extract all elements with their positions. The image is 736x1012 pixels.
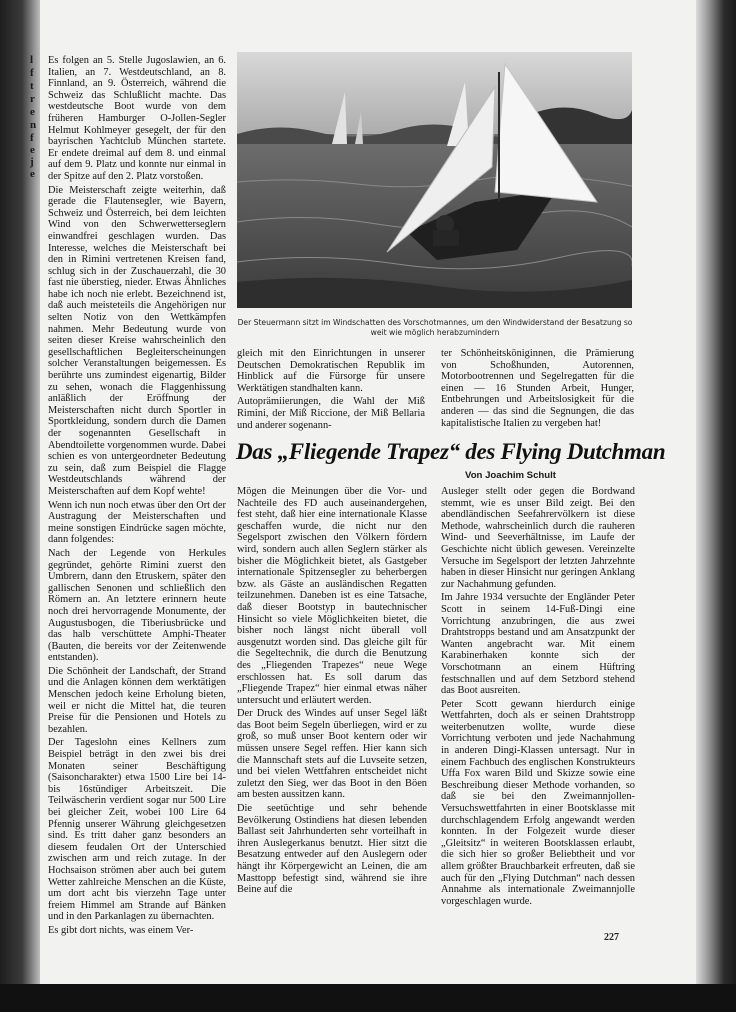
binding-letter: t [30, 80, 34, 92]
paragraph: gleich mit den Einrichtungen in unserer Deutschen Demokratischen Republik im Hinblick auf die Fürsorge für unsere Werktätigen standhalten kann. [237, 348, 425, 394]
binding-letter: f [30, 132, 34, 144]
paragraph: Im Jahre 1934 versuchte der Engländer Peter Scott in seinem 14-Fuß-Dingi eine Vorrichtung anzubringen, die aus zwei Drahtstropps bestand und am Ansatzpunkt der Wanten angebracht war. Mit einem Karabinerhaken konnte sich der Vorschotmann an einem Hüftring festschnallen und auf dem Setzbord stehend das Boot ausreiten. [441, 592, 635, 697]
article-title: Das „Fliegende Trapez“ des Flying Dutchman [236, 439, 666, 464]
left-text-column [48, 55, 226, 939]
binding-letter: j [30, 156, 34, 168]
photo-caption: Der Steuermann sitzt im Windschatten des Vorschotmannes, um den Windwiderstand der Besatzung so weit wie möglich herabzumindern [237, 318, 633, 337]
scanner-bottom-strip [0, 984, 736, 1012]
paragraph: Wenn ich nun noch etwas über den Ort der Austragung der Meisterschaften und meine sonstigen Eindrücke sagen möchte, dann folgendes: [48, 499, 226, 546]
paragraph: Die Schönheit der Landschaft, der Strand und die Anlagen können dem werktätigen Menschen jedoch keine Erholung bieten, weil er nicht die Mittel hat, die teuren Preise für die Pensionen und Hotels zu bezahlen. [48, 665, 226, 735]
middle-top-text-column [237, 348, 425, 433]
right-page-edge [696, 0, 736, 1012]
paragraph: Der Druck des Windes auf unser Segel läßt das Boot beim Segeln überliegen, wird er zu groß, so muß unser Boot kentern oder wir müssen unsere Segel reffen. Hier kann sich die Mannschaft stets auf die Luvseite setzen, und bei vielen Wettfahren entscheidet nicht zuletzt den Sieg, wer das Boot in den Böen am besten aussitzen kann. [237, 708, 427, 801]
paragraph: Peter Scott gewann hierdurch einige Wettfahrten, doch als er seinen Drahtstropp weiterbenutzen wollte, wurde diese Vorrichtung verboten und jede Nachahmung in anderen Dingi-Klassen untersagt. Nur in einem Fachbuch des englischen Konstrukteurs Uffa Fox waren Bild und Skizze sowie eine Beschreibung dieser Methode vorhanden, so daß sie bei den Zweimannjollen-Versuchswettfahrten in einer Bootsklasse mit durchschlagendem Erfolg angewandt werden konnten. In der Folgezeit wurde dieser „Gleitsitz“ in weiteren Bootsklassen erlaubt, die sich hier so großer Beliebtheit und vor allem größter Brauchbarkeit erfreuten, daß sie auch für den „Flying Dutchman“ nach dessen Annahme als internationale Zweimannjolle vorgeschlagen wurde. [441, 698, 635, 907]
paragraph: Es folgen an 5. Stelle Jugoslawien, an 6. Italien, an 7. Westdeutschland, an 8. Finnland, an 9. Österreich, während die Schweiz das Schlußlicht machte. Das westdeutsche Boot wurde von dem früheren Hamburger O-Jollen-Segler Helmut Kohlmeyer gesegelt, der für den bayrischen Yachtclub München startete. Er endete dreimal auf dem 8. und einmal auf dem 9. Platz und konnte nur einmal in der Spitze auf den 2. Platz vorstoßen. [48, 55, 226, 182]
page-number: 227 [604, 932, 619, 943]
paragraph: Ausleger stellt oder gegen die Bordwand stemmt, wie es unser Bild zeigt. Bei den abendländischen Seefahrervölkern ist diese Methode, wahrscheinlich durch die rauheren Wind- und Seeverhältnisse, im Laufe der Geschichte nicht üblich gewesen. Vereinzelte Versuche im Segelsport der letzten Jahrzehnte haben in dieser Hinsicht nur geringen Anklang zur Nachahmung gefunden. [441, 486, 635, 590]
sailing-photo [237, 52, 632, 308]
binding-letter: e [30, 168, 35, 180]
right-top-text-column [441, 348, 634, 431]
paragraph: Autoprämiierungen, die Wahl der Miß Rimini, der Miß Riccione, der Miß Bellaria und anderer sogenann- [237, 396, 425, 431]
paragraph: Mögen die Meinungen über die Vor- und Nachteile des FD auch auseinandergehen, fest steht, daß hier eine internationale Klasse geschaffen wurde, die nicht nur den Segelsport zwischen den Völkern fördern wird, sondern auch allen Seglern stärker als bisher die Möglichkeit bietet, als Gastgeber internationale Spitzensegler zu beherbergen bzw. als Gäste an ausländischen Regatten teilzunehmen. Daneben ist es eine Tatsache, daß dieser Bootstyp in bautechnischer Hinsicht so viele Möglichkeiten bietet, die bisher noch längst nicht überall voll ausgenutzt worden sind. Das gleiche gilt für die Segeltechnik, die durch die Benutzung des „Fliegenden Trapezes“ neue Wege erschlossen hat. Es soll darum das „Fliegende Trapez“ hier einmal etwas näher untersucht und erläutert werden. [237, 486, 427, 706]
paragraph: Die seetüchtige und sehr behende Bevölkerung Ostindiens hat diesen lebenden Ballast seit Jahrhunderten sehr vorteilhaft in ihren Auslegerkanus benutzt. Hier sitzt die Besatzung entweder auf den Auslegern oder hängt ihr Körpergewicht an Leinen, die am Masttopp befestigt sind, während sie ihre Beine auf die [237, 803, 427, 896]
paragraph: ter Schönheitsköniginnen, die Prämierung von Schoßhunden, Autorennen, Motorbootrennen und Segelregatten für die einen — 16 Stunden Arbeit, Hunger, Entbehrungen und Arbeitslosigkeit für die anderen — das sind die Segnungen, die das kapitalistische Italien zu vergeben hat! [441, 348, 634, 429]
article-middle-column [237, 486, 427, 898]
sailing-photo-graphic [237, 52, 632, 308]
paragraph: Die Meisterschaft zeigte weiterhin, daß gerade die Flautensegler, wie Bayern, Schweiz und Österreich, bei dem leichten Wind von den Schwerwetterseglern einwandfrei geschlagen wurden. Das Interesse, welches die Meisterschaft bei den in Rimini vertretenen Kreisen fand, schlug sich in der Zuschauerzahl, die 30 fast nie überstieg, nieder. Etwas Ähnliches habe ich noch nie erlebt. Bezeichnend ist, daß auch meisteteils die Angehörigen nur selten Notiz von den Wettkämpfen nahmen. Mehr Bedeutung wurde von seiten dieser Kreise wahrscheinlich den gesellschaftlichen Begleiterscheinungen solcher Veranstaltungen beigemessen. Es berührte uns zumindest eigenartig, Bilder zu sehen, wonach die Flaggenhissung anläßlich der Eröffnung der Meisterschaften nicht durch Sportler in Sportkleidung, sondern durch die Damen der sogenannten Gesellschaft in Abendtoilette vorgenommen wurde. Dabei schien es von untergeordneter Bedeutung zu sein, daß zum Beispiel die Flagge Westdeutschlands während der Meisterschaften auf dem Kopf wehte! [48, 184, 226, 497]
article-author: Von Joachim Schult [465, 470, 556, 481]
paragraph: Nach der Legende von Herkules gegründet, gehörte Rimini zuerst den Umbrern, dann den Etruskern, später den gallischen Senonen und schließlich den Römern an. An letztere erinnern heute noch drei hervorragende Monumente, der Augustusbogen, die Tiberiusbrücke und das halb verschüttete Amphi-Theater (Bauten, die bereits vor der Zeitenwende entstanden). [48, 547, 226, 664]
binding-letter: l [30, 54, 34, 66]
binding-letter: n [30, 119, 37, 131]
binding-letter: r [30, 93, 35, 105]
paragraph: Es gibt dort nichts, was einem Ver- [48, 924, 194, 936]
left-binding-shadow [0, 0, 40, 1012]
binding-letter: f [30, 67, 34, 79]
binding-letter: e [30, 106, 35, 118]
paragraph: Der Tageslohn eines Kellners zum Beispiel beträgt in den zwei bis drei Monaten seiner Beschäftigung (Saisoncharakter) etwa 1500 Lire bei 14- bis 16stündiger Arbeitszeit. Die Teilwäscherin verdient sogar nur 500 Lire bei gleicher Zeit, wobei 100 Lire 64 Pfennig unserer Währung gleichgesetzen sind. Es tritt daher ganz besonders an diesem feudalen Ort der Unterschied zwischen arm und reich zutage. In der Hochsaison strömen aber auch bei gutem Wetter zahlreiche Menschen an die Küste, um dort acht bis vierzehn Tage unter freiem Himmel am Strande auf Bänken und in den Parkanlagen zu übernachten. [48, 737, 226, 923]
binding-letter: e [30, 144, 35, 156]
article-right-column [441, 486, 635, 909]
